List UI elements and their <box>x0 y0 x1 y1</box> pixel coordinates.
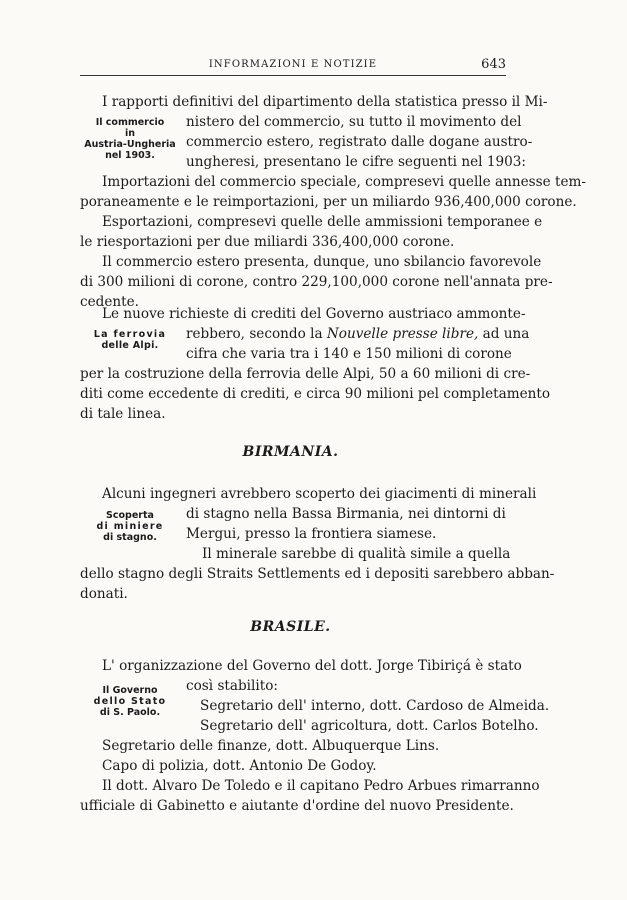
margin-note-commercio <box>75 117 185 161</box>
text-line: diti come eccedente di crediti, e circa 90 milioni pel completamento <box>80 386 551 402</box>
text-line: Le nuove richieste di crediti del Governo austriaco ammonte- <box>102 306 526 322</box>
text-line: Il dott. Alvaro De Toledo e il capitano Pedro Arbues rimarranno <box>102 778 540 794</box>
text-segment: rebbero, secondo la <box>186 326 327 342</box>
text-line: Segretario dell' interno, dott. Cardoso de Almeida. <box>200 698 550 714</box>
margin-note-line: in <box>124 128 136 139</box>
running-title: INFORMAZIONI E NOTIZIE <box>208 59 378 70</box>
text-line: le riesportazioni per due miliardi 336,400,000 corone. <box>80 234 455 250</box>
text-line: Mergui, presso la frontiera siamese. <box>186 526 437 542</box>
running-header <box>80 57 506 77</box>
margin-note-line: Il Governo <box>102 685 158 696</box>
page-number: 643 <box>481 57 506 72</box>
margin-note-line: La ferrovia <box>93 329 167 340</box>
text-line: di stagno nella Bassa Birmania, nei dintorni di <box>186 506 506 522</box>
text-line: per la costruzione della ferrovia delle Alpi, 50 a 60 milioni di cre- <box>80 366 531 382</box>
margin-note-line: Austria-Ungheria <box>84 139 176 150</box>
margin-note-line: nel 1903. <box>105 150 155 161</box>
text-line: cifra che varia tra i 140 e 150 milioni di corone <box>186 346 512 362</box>
text-segment: ad una <box>478 326 530 342</box>
margin-note-line: di miniere <box>96 521 164 532</box>
text-line <box>186 324 530 344</box>
text-line: ungheresi, presentano le cifre seguenti nel 1903: <box>186 154 526 170</box>
text-line: di 300 milioni di corone, contro 229,100,000 corone nell'annata pre- <box>80 274 553 290</box>
text-line: così stabilito: <box>186 678 278 694</box>
text-line: Segretario dell' agricoltura, dott. Carlos Botelho. <box>200 718 539 734</box>
margin-note-line: di S. Paolo. <box>99 707 161 718</box>
text-line: nistero del commercio, su tutto il movimento del <box>186 114 522 130</box>
margin-note-birmania <box>75 510 185 543</box>
section-title-brasile: BRASILE. <box>250 619 331 635</box>
margin-note-line: di stagno. <box>103 532 157 543</box>
text-line: Il commercio estero presenta, dunque, uno sbilancio favorevole <box>102 254 542 270</box>
text-line: ufficiale di Gabinetto e aiutante d'ordine del nuovo Presidente. <box>80 798 514 814</box>
text-line: Capo di polizia, dott. Antonio De Godoy. <box>102 758 377 774</box>
text-line: Importazioni del commercio speciale, compresevi quelle annesse tem- <box>102 174 586 190</box>
text-line: dello stagno degli Straits Settlements ed i depositi sarebbero abban- <box>80 566 555 582</box>
text-line: Il minerale sarebbe di qualità simile a quella <box>202 546 511 562</box>
section-title-birmania: BIRMANIA. <box>242 444 339 460</box>
text-line: I rapporti definitivi del dipartimento della statistica presso il Mi- <box>102 94 548 110</box>
newspaper-title: Nouvelle presse libre, <box>326 326 479 342</box>
margin-note-line: Il commercio <box>95 117 165 128</box>
text-line: Esportazioni, compresevi quelle delle ammissioni temporanee e <box>102 214 543 230</box>
text-line: donati. <box>80 586 128 602</box>
margin-note-line: Scoperta <box>106 510 154 521</box>
text-line: poraneamente e le reimportazioni, per un miliardo 936,400,000 corone. <box>80 194 577 210</box>
text-line: Alcuni ingegneri avrebbero scoperto dei giacimenti di minerali <box>102 486 537 502</box>
text-line: di tale linea. <box>80 406 166 422</box>
text-line: commercio estero, registrato dalle dogane austro- <box>186 134 533 150</box>
margin-note-ferrovia <box>75 329 185 351</box>
margin-note-line: dello Stato <box>93 696 167 707</box>
text-line: L' organizzazione del Governo del dott. Jorge Tibiriçá è stato <box>102 658 522 674</box>
header-rule <box>80 75 506 76</box>
margin-note-brasile <box>75 685 185 718</box>
text-line: cedente. <box>80 294 139 310</box>
text-line: Segretario delle finanze, dott. Albuquerque Lins. <box>102 738 440 754</box>
margin-note-line: delle Alpi. <box>101 340 159 351</box>
